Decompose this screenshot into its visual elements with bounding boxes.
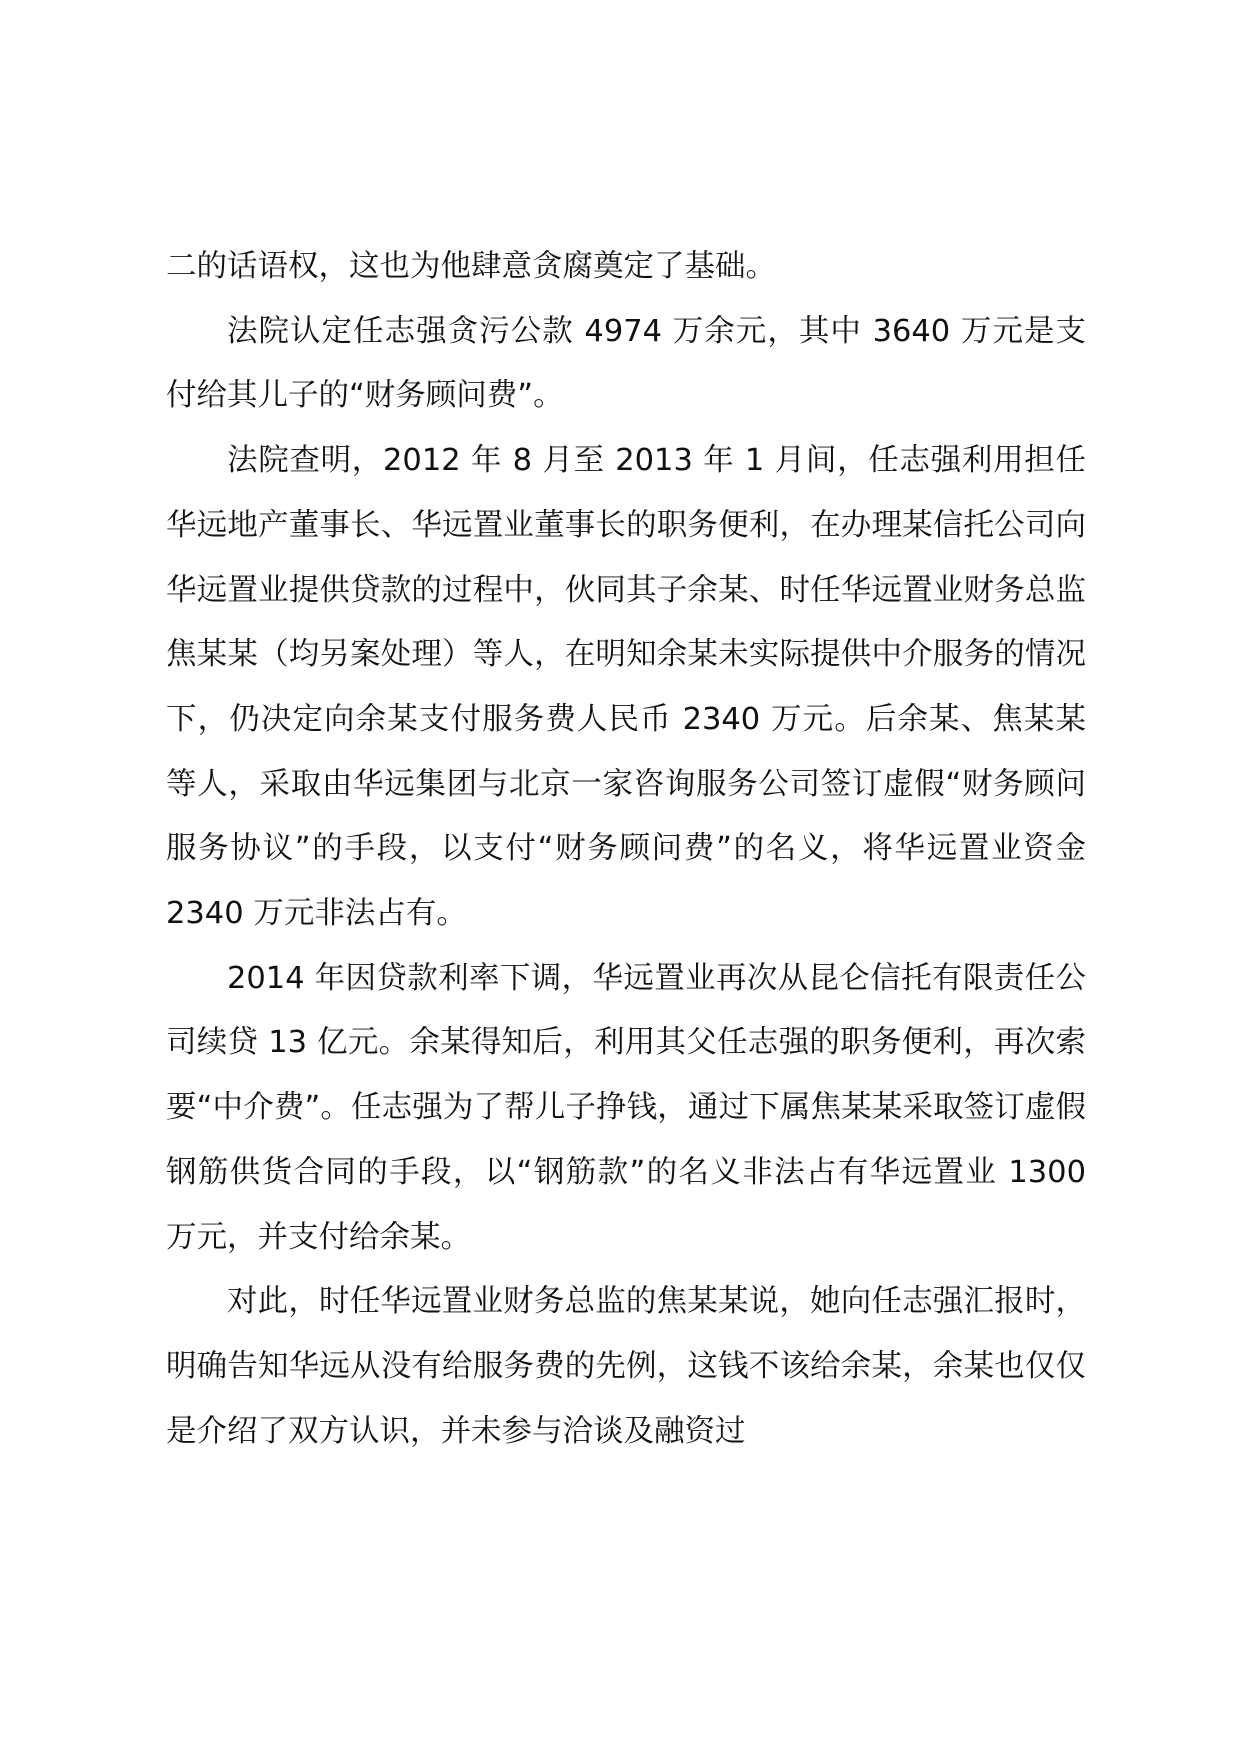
paragraph-cfo-testimony: 对此，时任华远置业财务总监的焦某某说，她向任志强汇报时，明确告知华远从没有给服务费的先例，这钱不该给余某，余某也仅仅是介绍了双方认识，并未参与洽谈及融资过 [166, 1284, 1086, 1449]
paragraph-continuation: 二的话语权，这也为他肆意贪腐奠定了基础。 [166, 249, 776, 284]
article-body [166, 235, 1086, 1464]
paragraph-court-findings: 法院查明，2012 年 8 月至 2013 年 1 月间，任志强利用担任华远地产董事长、华远置业董事长的职务便利，在办理某信托公司向华远置业提供贷款的过程中，伙同其子余某、时任华远置业财务总监焦某某（均另案处理）等人，在明知余某未实际提供中介服务的情况下，仍决定向余某支付服务费人民币 2340 万元。后余某、焦某某等人，采取由华远集团与北京一家咨询服务公司签订虚假“财务顾问服务协议”的手段，以支付“财务顾问费”的名义，将华远置业资金 2340 万元非法占有。 [166, 443, 1086, 932]
paragraph-2014-loan: 2014 年因贷款利率下调，华远置业再次从昆仑信托有限责任公司续贷 13 亿元。余某得知后，利用其父任志强的职务便利，再次索要“中介费”。任志强为了帮儿子挣钱，通过下属焦某某采取签订虚假钢筋供货合同的手段，以“钢筋款”的名义非法占有华远置业 1300 万元，并支付给余某。 [166, 960, 1086, 1255]
paragraph-embezzlement-total: 法院认定任志强贪污公款 4974 万余元，其中 3640 万元是支付给其儿子的“财务顾问费”。 [166, 313, 1086, 414]
